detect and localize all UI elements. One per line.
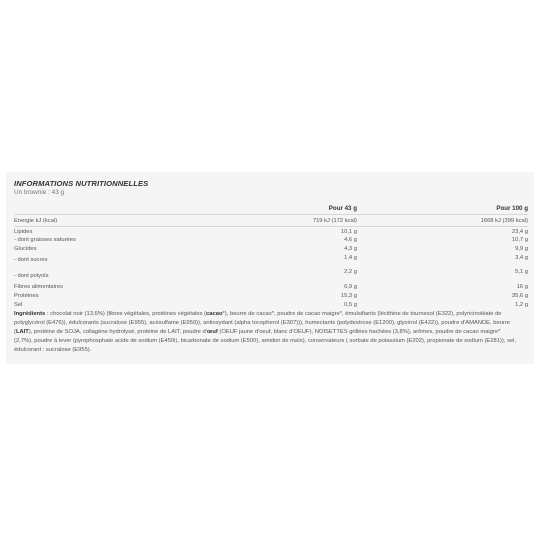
row-value-100g: 16 g [516,284,528,290]
row-label: - dont graisses saturées [14,237,76,243]
row-value-100g: 10,7 g [511,237,528,243]
ingredients-label: Ingrédients [14,311,46,317]
row-label: Fibres alimentaires [14,284,63,290]
row-value-100g: 35,6 g [511,293,528,299]
row-value-43g: 0,5 g [344,302,357,308]
portion-size: Un brownie : 43 g [14,189,65,196]
ingredients-text [14,310,520,355]
row-label: Protéines [14,293,39,299]
row-label: Lipides [14,229,33,235]
ingredients-part: ), protéine de SOJA, collagène hydrolysé, protéine de LAIT, poudre d' [28,328,207,335]
col2-header: Pour 100 g [496,205,528,212]
row-value-100g: 1668 kJ (399 kcal) [480,218,528,224]
allergen-highlight: cacao [206,311,223,317]
row-label: Energie kJ (kcal) [14,218,58,224]
row-value-43g: 2,2 g [344,269,357,275]
row-value-43g: 719 kJ (172 kcal) [312,218,357,224]
row-value-43g: 15,3 g [340,293,357,299]
row-value-100g: 5,1 g [515,269,528,275]
ingredients-part: (OEUF jaune d'oeuf, blanc d'OEUF), NOISETTES grillées hachées (3,8%), arômes, poudre de cacao maigre* (2,7%), poudre à lever (pyrophosphate acide de sodium (E450i), bicarbonate de sodium (E500), amidon de maïs), conservateurs ( sorbate de potassium (E202), propionate de sodium (E281)), sel, édulcorant : sucralose (E955). [14,328,517,353]
row-label: Sel [14,302,23,308]
nutrition-panel [6,172,534,364]
allergen-highlight: œuf [206,328,218,335]
row-value-100g: 23,4 g [511,229,528,235]
nutrition-title: INFORMATIONS NUTRITIONNELLES [14,179,149,188]
ingredients-part: : chocolat noir (13,6%) (fibres végétales, protéines végétales ( [45,311,207,317]
row-value-43g: 4,6 g [344,237,357,243]
row-divider [14,226,528,227]
row-value-100g: 9,9 g [515,246,528,252]
col1-header: Pour 43 g [328,205,357,212]
row-value-100g: 3,4 g [515,255,528,261]
allergen-highlight: LAIT [15,328,29,335]
row-label: - dont sucres [14,257,48,263]
header-divider [14,214,528,215]
row-value-100g: 1,2 g [515,302,528,308]
row-value-43g: 4,3 g [344,246,357,252]
row-label: - dont polyols [14,273,49,279]
row-label: Glucides [14,246,37,252]
row-value-43g: 1,4 g [344,255,357,261]
row-value-43g: 6,9 g [344,284,357,290]
ingredients-part: *), beurre de cacao*, poudre de cacao maigre*, émulsifiants (lécithine de tournesol (E322), polyricinoléate de polyglycérol (E476)), édulcorants (sucralose (E955), acésulfame (E950)), antioxydant (alpha tocopherol (E307))), humectants (polydextrose (E1200), glycérol (E422)), poudre d'AMANDE, beurre ( [14,311,511,335]
row-value-43g: 10,1 g [340,229,357,235]
